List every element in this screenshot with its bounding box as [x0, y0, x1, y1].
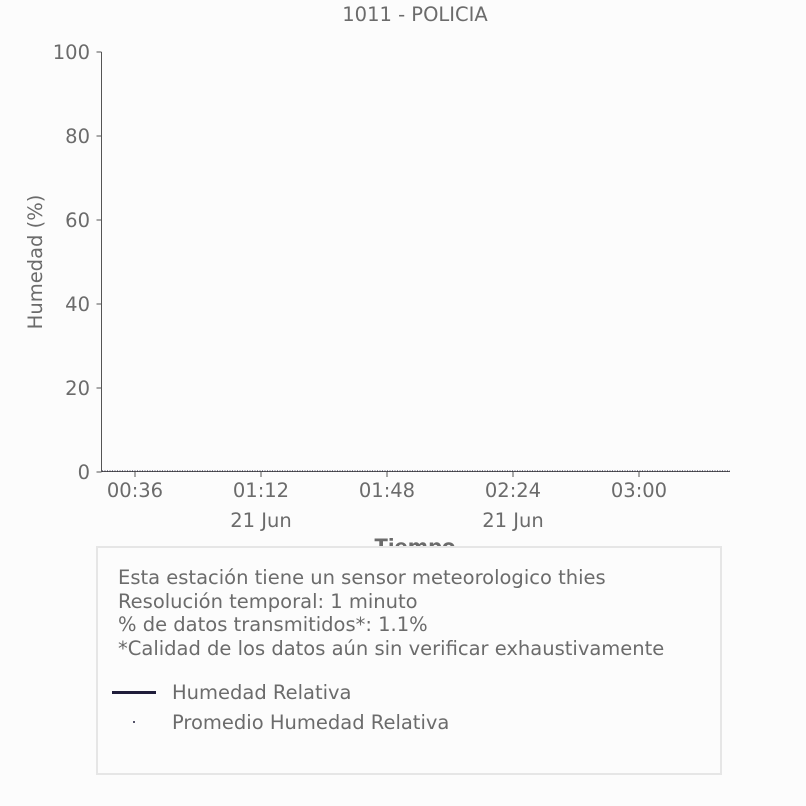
x-tick-date-label: 21 Jun — [482, 509, 544, 532]
x-tick-label: 01:12 — [232, 479, 290, 502]
x-tick-label: 00:36 — [106, 479, 164, 502]
info-legend-box — [96, 546, 722, 775]
info-quality-note: *Calidad de los datos aún sin verificar exhaustivamente — [118, 636, 665, 660]
station-info — [118, 566, 664, 660]
legend-item-humidity — [112, 680, 352, 704]
info-sensor: Esta estación tiene un sensor meteorologico thies — [118, 566, 606, 589]
info-resolution: Resolución temporal: 1 minuto — [118, 589, 418, 613]
legend-line-swatch — [112, 680, 156, 704]
x-tick-date-label: 21 Jun — [230, 509, 292, 532]
info-transmitted: % de datos transmitidos*: 1.1% — [118, 613, 428, 636]
x-tick-label: 02:24 — [484, 479, 542, 502]
y-tick-label: 80 — [65, 125, 90, 148]
y-tick-label: 100 — [52, 41, 90, 64]
legend-label-average: Promedio Humedad Relativa — [172, 710, 450, 734]
chart-title: 1011 - POLICIA — [342, 3, 488, 26]
x-tick-label: 03:00 — [610, 479, 668, 502]
legend-item-average — [112, 710, 449, 734]
legend-label-humidity: Humedad Relativa — [172, 680, 352, 704]
x-tick-label: 01:48 — [358, 479, 416, 502]
y-tick-label: 40 — [65, 293, 90, 316]
legend-dot-swatch — [112, 710, 156, 734]
y-axis-label: Humedad (%) — [24, 194, 47, 330]
y-tick-label: 0 — [77, 461, 90, 484]
y-tick-label: 60 — [65, 209, 90, 232]
y-tick-label: 20 — [65, 377, 90, 400]
